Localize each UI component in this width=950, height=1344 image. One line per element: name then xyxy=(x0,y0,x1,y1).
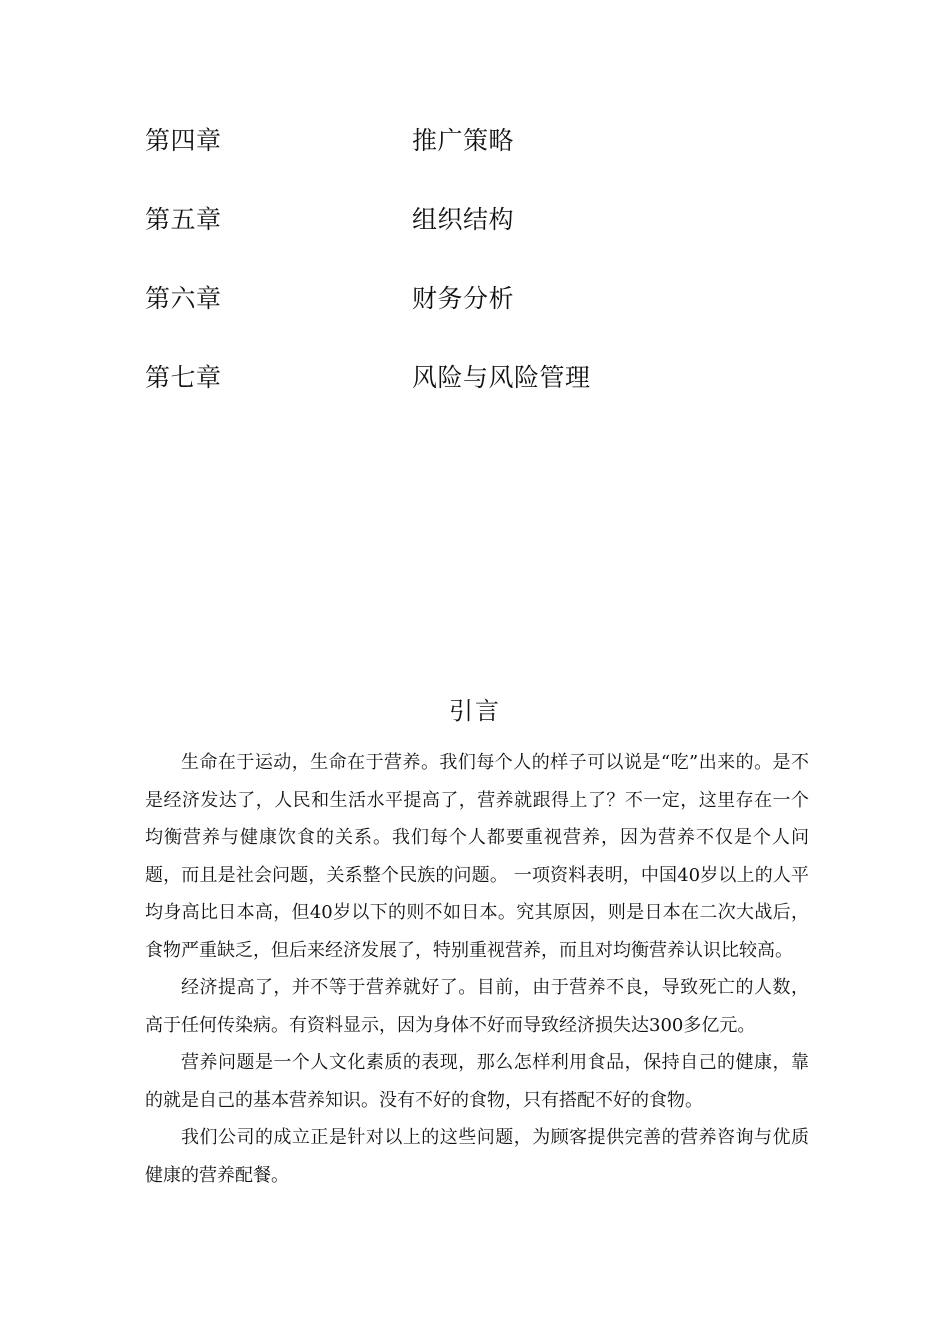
introduction-paragraph-3: 营养问题是一个人文化素质的表现，那么怎样利用食品，保持自己的健康，靠的就是自己的基本营养知识。没有不好的食物，只有搭配不好的食物。 xyxy=(145,1052,809,1111)
toc-entry-chapter-5 xyxy=(145,197,845,276)
toc-chapter-title: 组织结构 xyxy=(412,205,515,234)
introduction-paragraph-4: 我们公司的成立正是针对以上的这些问题，为顾客提供完善的营养咨询与优质健康的营养配餐。 xyxy=(145,1127,809,1186)
toc-chapter-title: 推广策略 xyxy=(412,126,515,155)
introduction-body xyxy=(145,744,809,1194)
toc-chapter-title: 财务分析 xyxy=(412,284,515,313)
toc-chapter-label: 第六章 xyxy=(145,284,222,313)
introduction-paragraph-2: 经济提高了，并不等于营养就好了。目前，由于营养不良，导致死亡的人数，高于任何传染病。有资料显示，因为身体不好而导致经济损失达300多亿元。 xyxy=(145,977,809,1036)
toc-chapter-label: 第五章 xyxy=(145,205,222,234)
toc-chapter-label: 第四章 xyxy=(145,126,222,155)
introduction-paragraph-1: 生命在于运动，生命在于营养。我们每个人的样子可以说是“吃”出来的。是不是经济发达了，人民和生活水平提高了，营养就跟得上了？不一定，这里存在一个均衡营养与健康饮食的关系。我们每个人都要重视营养，因为营养不仅是个人问题，而且是社会问题，关系整个民族的问题。 一项资料表明，中国40岁以上的人平均身高比日本高，但40岁以下的则不如日本。究其原因，则是日本在二次大战后，食物严重缺乏，但后来经济发展了，特别重视营养，而且对均衡营养认识比较高。 xyxy=(145,752,809,961)
toc-chapter-title: 风险与风险管理 xyxy=(412,363,591,392)
introduction-heading: 引言 xyxy=(449,697,501,725)
toc-entry-chapter-4 xyxy=(145,118,845,197)
toc-entry-chapter-6 xyxy=(145,276,845,355)
toc-chapter-label: 第七章 xyxy=(145,363,222,392)
toc-entry-chapter-7 xyxy=(145,355,845,434)
table-of-contents xyxy=(145,118,845,434)
